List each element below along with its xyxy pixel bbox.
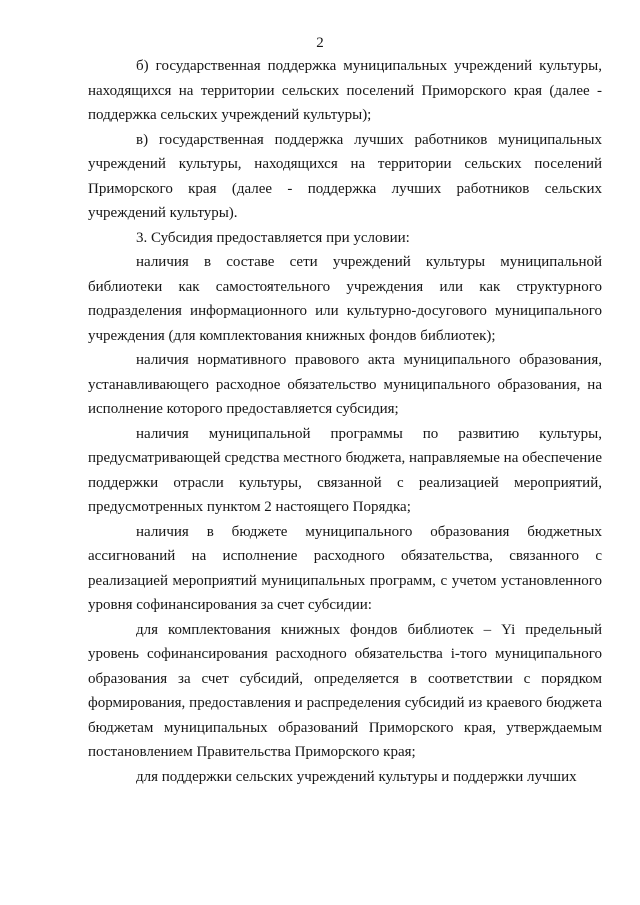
paragraph-condition-program: наличия муниципальной программы по развитию культуры, предусматривающей средства местного бюджета, направляемые на обеспечение поддержки отрасли культуры, связанной с реализацией мероприятий, предусмотренных пунктом 2 настоящего Порядка; [88,425,602,515]
paragraph-condition-budget: наличия в бюджете муниципального образования бюджетных ассигнований на исполнение расходного обязательства, связанного с реализацией мероприятий муниципальных программ, с учетом установленного уровня софинансирования за счет субсидии: [88,523,602,613]
paragraph-cofinancing-rural-support: для поддержки сельских учреждений культуры и поддержки лучших [136,768,577,785]
paragraph-support-best-workers: в) государственная поддержка лучших работников муниципальных учреждений культуры, находящихся на территории сельских поселений Приморского края (далее - поддержка лучших работников сельских учреждений культуры). [88,131,602,221]
page-number: 2 [316,35,324,51]
paragraph-cofinancing-library-funds: для комплектования книжных фондов библиотек – Yi предельный уровень софинансирования расходного обязательства i-того муниципального образования за счет субсидий, определяется в соответствии с порядком формирования, предоставления и распределения субсидий из краевого бюджета бюджетам муниципальных образований Приморского края, утверждаемым постановлением Правительства Приморского края; [88,621,602,760]
document-body [88,54,602,789]
paragraph-subsidy-conditions: 3. Субсидия предоставляется при условии: [136,229,410,246]
paragraph-condition-legal-act: наличия нормативного правового акта муниципального образования, устанавливающего расходное обязательство муниципального образования, на исполнение которого предоставляется субсидия; [88,352,602,417]
paragraph-support-rural-institutions: б) государственная поддержка муниципальных учреждений культуры, находящихся на территории сельских поселений Приморского края (далее - поддержка сельских учреждений культуры); [88,58,602,123]
paragraph-condition-library: наличия в составе сети учреждений культуры муниципальной библиотеки как самостоятельного учреждения или как структурного подразделения информационного или культурно-досугового муниципального учреждения (для комплектования книжных фондов библиотек); [88,254,602,344]
